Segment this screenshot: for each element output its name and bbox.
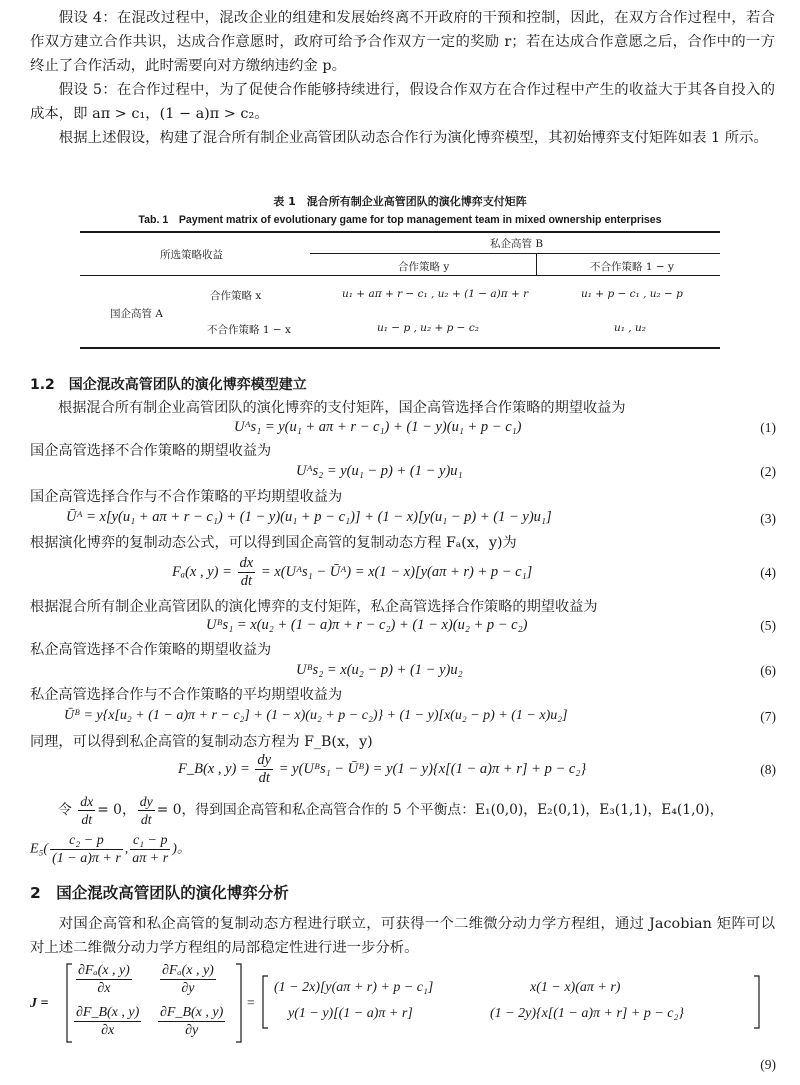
e5-denominator-1: (1 − a)π + r [52,851,121,866]
equation-8 [178,752,586,787]
equation-4-denominator: dt [240,573,253,589]
equation-4-numerator: dx [239,555,254,571]
partial-fa-dx-num: ∂Fₐ(x , y) [78,963,130,978]
table-cell-r2c2: u₁ , u₂ [614,322,646,334]
jacobian-equals: = [246,996,256,1011]
equilibrium-e5: E₅( $\frac{\text{c₂ − p}}{(1 - a)\pi + r}$ , $\frac{\text{c₁ − p}}{a\pi + r}$ )。 [30,833,191,866]
partial-fa-dx-den: ∂x [97,981,111,996]
dx-denominator: dt [81,812,93,827]
matrix-entry-12: x(1 − x)(aπ + r) [530,980,621,995]
dy-numerator: dy [139,794,153,809]
partial-fa-dy-num: ∂Fₐ(x , y) [162,963,214,978]
equation-number-8: (8) [760,762,776,777]
table-caption-cn: 表 1 混合所有制企业高管团队的演化博弈支付矩阵 [273,195,527,208]
paragraph-model-intro: 根据上述假设，构建了混合所有制企业高管团队动态合作行为演化博弈模型，其初始博弈支付矩阵如表 1 所示。 [58,130,768,146]
equation-number-2: (2) [760,464,776,479]
dx-dt-fraction [78,793,95,828]
equation-number-5: (5) [760,618,776,633]
equation-3: Ūᴬ = x[y(u₁ + aπ + r − c₁) + (1 − y)(u₁ + p − c₁)] + (1 − x)[y(u₁ − p) + (1 − y)u₁] [66,509,552,525]
text-line-2: 国企高管选择不合作策略的期望收益为 [30,443,272,459]
equation-2: Uᴬs₂ = y(u₁ − p) + (1 − y)u₁ [296,463,463,479]
dx-numerator: dx [80,794,94,809]
e5-numerator-1: c₂ − p [50,832,123,850]
text-line-3: 国企高管选择合作与不合作策略的平均期望收益为 [30,489,343,505]
e5-fraction-1 [50,832,123,867]
equilibrium-eq0-a: = 0， [97,802,136,818]
section-heading-1-2: 1.2 国企混改高管团队的演化博弈模型建立 [30,377,307,393]
equation-5: Uᴮs₁ = x(u₂ + (1 − a)π + r − c₂) + (1 − x)(u₂ + p − c₂) [206,617,528,633]
equation-4-fraction [238,555,256,590]
equation-number-3: (3) [760,511,776,526]
partial-fa-dx [76,962,132,997]
paragraph-assumption-4: 假设 4：在混改过程中，混改企业的组建和发展始终离不开政府的干预和控制，因此，在双方合作过程中，若合作双方建立合作共识，达成合作意愿时，政府可给予合作双方一定的奖励 r；若在达成合作意愿之后，合作中的一方终止了合作活动，此时需要向对方缴纳违约金 p。 [30,10,775,74]
equation-number-7: (7) [760,709,776,724]
equation-4-rhs: = x(Uᴬs₁ − Ūᴬ) = x(1 − x)[y(aπ + r) + p − c₁] [260,563,533,580]
text-line-7: 私企高管选择合作与不合作策略的平均期望收益为 [30,687,343,703]
equation-4 [172,555,532,590]
equation-8-lhs: F_B(x , y) = [178,760,250,777]
equilibrium-let: 令 [58,802,72,818]
e5-close: )。 [172,841,191,857]
table-cell-r1c2: u₁ + p − c₁ , u₂ − p [581,288,683,300]
equation-number-9: (9) [760,1057,776,1072]
jacobian-expanded-matrix [262,974,762,1030]
table-cell-r2c1: u₁ − p , u₂ + p − c₂ [377,322,479,334]
partial-fb-dy [158,1004,225,1039]
matrix-entry-11: (1 − 2x)[y(aπ + r) + p − c₁] [274,980,434,995]
partial-fb-dx-den: ∂x [101,1023,115,1038]
table-row-cooperate: 合作策略 x [210,290,262,302]
table-col-cooperate: 合作策略 y [398,261,450,273]
paragraph-jacobian-intro: 对国企高管和私企高管的复制动态方程进行联立，可获得一个二维微分动力学方程组，通过 Jacobian 矩阵可以对上述二维微分动力学方程组的局部稳定性进行进一步分析。 [30,916,775,956]
e5-denominator-2: aπ + r [132,851,169,866]
jacobian-symbol: J = [30,996,49,1011]
payoff-matrix-table [80,231,720,349]
text-line-5: 根据混合所有制企业高管团队的演化博弈的支付矩阵，私企高管选择合作策略的期望收益为 [30,599,598,615]
equation-4-lhs: Fₐ(x , y) = [172,563,232,580]
table-corner-header: 所选策略收益 [160,249,223,261]
equation-8-denominator: dt [258,770,270,786]
equation-7: Ūᴮ = y{x[u₂ + (1 − a)π + r − c₂] + (1 − x)(u₂ + p − c₂)} + (1 − y)[x(u₂ − p) + (1 − x)u₂] [64,708,568,723]
table-col-divider [536,253,537,275]
equation-8-fraction [255,752,273,787]
table-header-rule [80,275,720,276]
table-group-rule [310,253,720,254]
paragraph-assumption-5: 假设 5：在合作过程中，为了促使合作能够持续进行，假设合作双方在合作过程中产生的收益大于其各自投入的成本，即 aπ > c₁，(1 − a)π > c₂。 [30,82,775,122]
equation-8-rhs: = y(Uᴮs₁ − Ūᴮ) = y(1 − y){x[(1 − a)π + r] + p − c₂} [278,760,587,777]
table-caption-en: Tab. 1 Payment matrix of evolutionary game for top management team in mixed ownership enterprises [138,214,662,226]
text-line-1: 根据混合所有制企业高管团队的演化博弈的支付矩阵，国企高管选择合作策略的期望收益为 [58,400,626,416]
partial-fa-dy [160,962,216,997]
table-top-rule [80,231,720,233]
text-line-8: 同理，可以得到私企高管的复制动态方程为 F_B(x，y) [30,734,373,750]
equilibrium-points-line [58,793,723,828]
dy-denominator: dt [140,812,152,827]
equation-1: Uᴬs₁ = y(u₁ + aπ + r − c₁) + (1 − y)(u₁ + p − c₁) [234,419,522,435]
table-row-group-header: 国企高管 A [110,308,163,320]
equation-number-4: (4) [760,565,776,580]
text-line-4: 根据演化博弈的复制动态公式，可以得到国企高管的复制动态方程 Fₐ(x，y)为 [30,535,517,551]
e5-numerator-2: c₁ − p [130,832,170,850]
equation-number-6: (6) [760,663,776,678]
e5-fraction-2 [130,832,170,867]
e5-label: E₅( [30,841,49,857]
partial-fb-dy-num: ∂F_B(x , y) [160,1005,224,1020]
section-heading-2: 2 国企混改高管团队的演化博弈分析 [30,884,289,902]
partial-fa-dy-den: ∂y [181,981,195,996]
table-col-group-header: 私企高管 B [490,238,544,250]
text-line-6: 私企高管选择不合作策略的期望收益为 [30,642,272,658]
partial-fb-dx [74,1004,141,1039]
equation-6: Uᴮs₂ = x(u₂ − p) + (1 − y)u₂ [296,662,463,678]
matrix-entry-22: (1 − 2y){x[(1 − a)π + r] + p − c₂} [490,1006,684,1021]
jacobian-partials-matrix [66,962,242,1044]
equation-8-numerator: dy [257,752,272,768]
table-bottom-rule [80,347,720,349]
table-col-noncooperate: 不合作策略 1 − y [590,261,674,273]
partial-fb-dx-num: ∂F_B(x , y) [76,1005,140,1020]
table-row-noncooperate: 不合作策略 1 − x [207,324,291,336]
partial-fb-dy-den: ∂y [185,1023,199,1038]
table-cell-r1c1: u₁ + aπ + r − c₁ , u₂ + (1 − a)π + r [342,288,529,300]
equilibrium-points-text: = 0，得到国企高管和私企高管合作的 5 个平衡点：E₁(0,0)，E₂(0,1)，E₃(1,1)，E₄(1,0)， [156,802,724,818]
dy-dt-fraction [138,793,155,828]
matrix-entry-21: y(1 − y)[(1 − a)π + r] [288,1006,413,1021]
equation-number-1: (1) [760,420,776,435]
